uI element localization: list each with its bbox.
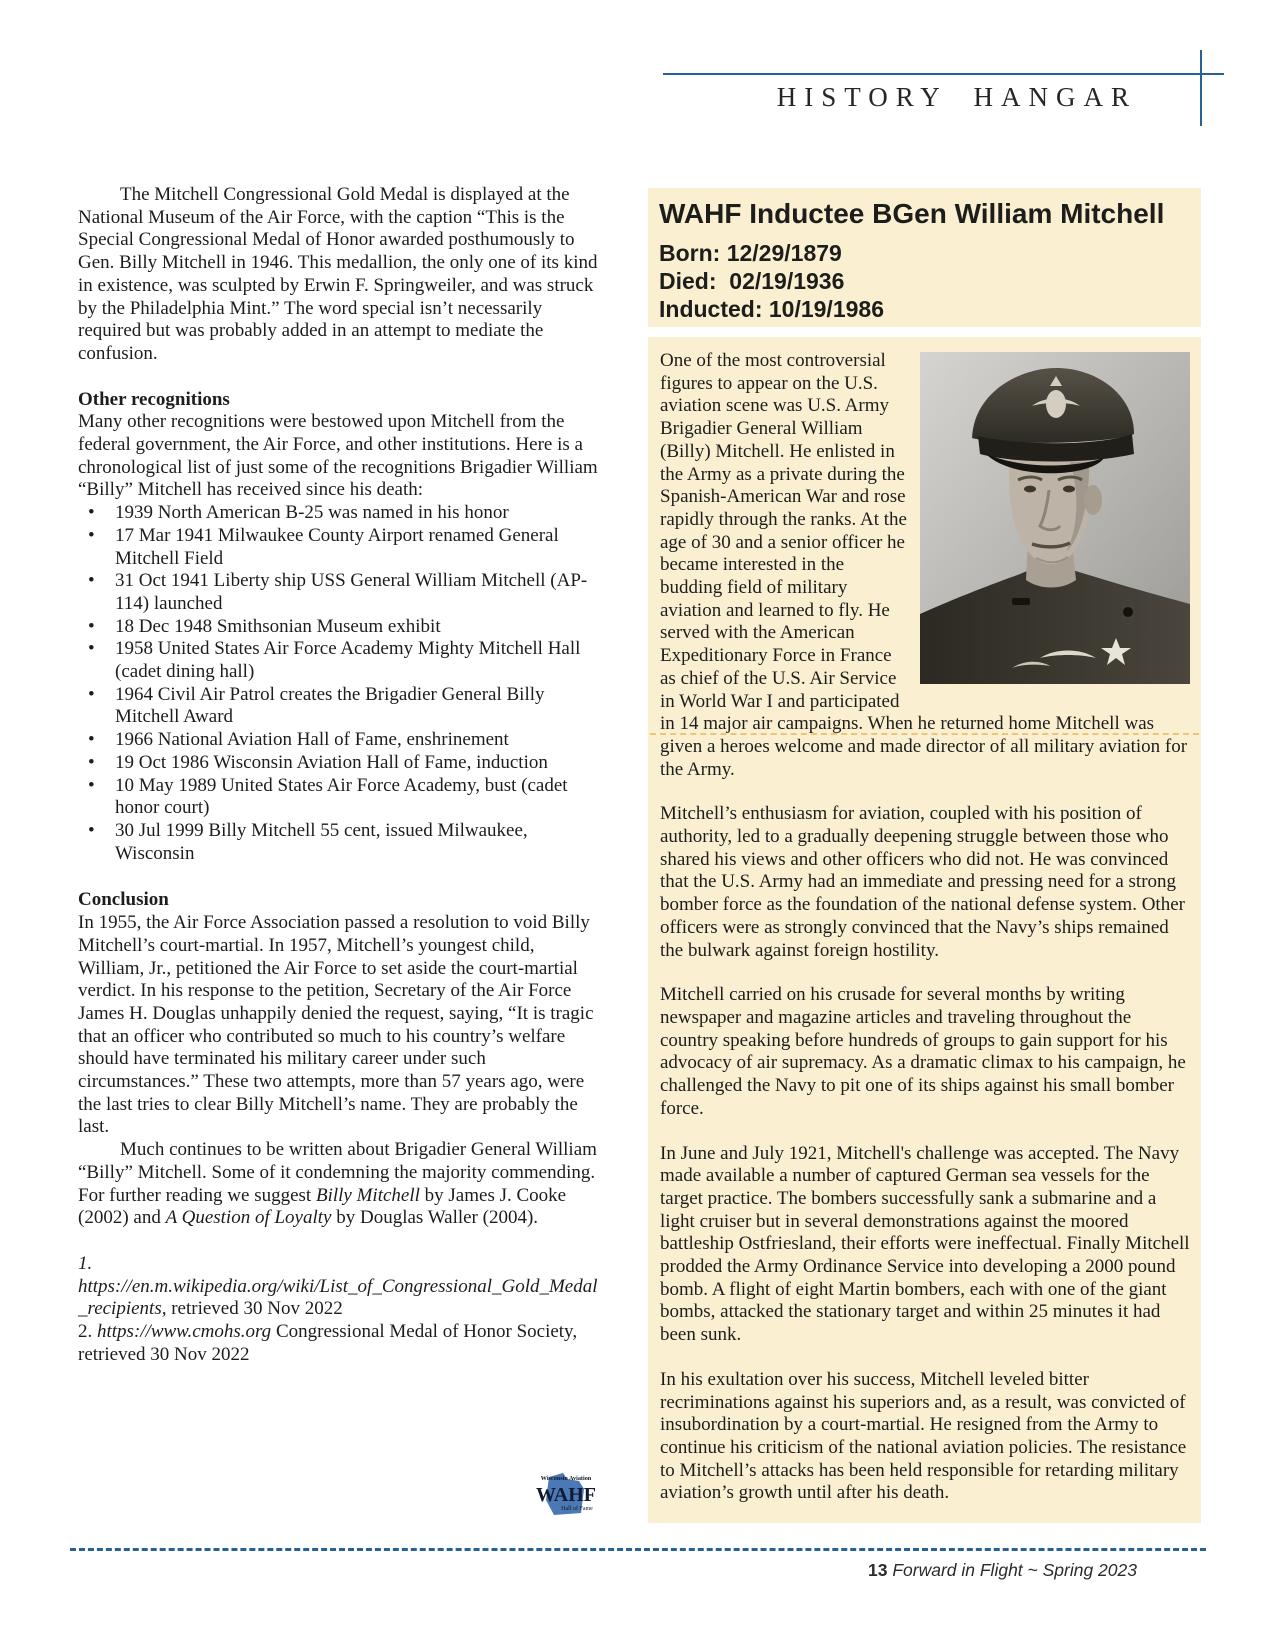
textbox-divider	[650, 733, 1199, 735]
wahf-logo	[534, 1470, 598, 1520]
eye-left	[1024, 486, 1036, 493]
header-vertical-rule	[1200, 50, 1202, 126]
footnote-1: 1. https://en.m.wikipedia.org/wiki/List_of_Congressional_Gold_Medal_recipients, retrieved 30 Nov 2022	[78, 1252, 598, 1320]
recognitions-heading: Other recognitions	[78, 388, 230, 410]
inductee-vitals	[659, 239, 1191, 323]
bio-paragraph-4: In June and July 1921, Mitchell's challenge was accepted. The Navy made available a number of captured German sea vessels for the target practice. The bombers successfully sank a submarine and a light cruiser but in several demonstrations against the moored battleship Ostfriesland, their efforts were ineffectual. Finally Mitchell prodded the Army Ordinance Service into developing a 2000 pound bomb. A flight of eight Martin bombers, each with one of the giant bombs, attacked the stationary target and within 25 minutes it had been sunk.	[660, 1142, 1190, 1346]
footnotes	[78, 1253, 605, 1367]
left-column	[78, 184, 605, 1366]
bio-paragraph-3: Mitchell carried on his crusade for several months by writing newspaper and magazine articles and traveling throughout the country speaking before hundreds of groups to gain support for his advocacy of air supremacy. As a dramatic climax to his campaign, he challenged the Navy to pit one of its ships against his small bomber force.	[660, 984, 1186, 1119]
born-line: Born: 12/29/1879	[659, 240, 842, 266]
list-item: • 1958 United States Air Force Academy Mighty Mitchell Hall (cadet dining hall)	[78, 638, 605, 683]
eye-right	[1063, 486, 1075, 493]
ear	[1084, 485, 1102, 515]
footnote-2: 2. https://www.cmohs.org Congressional Medal of Honor Society, retrieved 30 Nov 2022	[78, 1321, 578, 1365]
portrait-photo	[920, 352, 1190, 684]
list-item: • 1964 Civil Air Patrol creates the Brigadier General Billy Mitchell Award	[78, 684, 605, 729]
further-reading-paragraph: Much continues to be written about Brigadier General William “Billy” Mitchell. Some of it condemning the majority commending. For further reading we suggest Billy Mitchell by James J. Cooke (2002) and A Question of Loyalty by Douglas Waller (2004).	[78, 1139, 597, 1229]
header-rule	[663, 73, 1224, 75]
list-item: • 1939 North American B-25 was named in his honor	[78, 502, 605, 525]
inductee-title-box	[648, 188, 1201, 327]
list-item: • 31 Oct 1941 Liberty ship USS General William Mitchell (AP-114) launched	[78, 570, 605, 615]
inducted-line: Inducted: 10/19/1986	[659, 296, 884, 322]
conclusion-heading: Conclusion	[78, 889, 169, 911]
bio-paragraph-1: One of the most controversial figures to appear on the U.S. aviation scene was U.S. Army Brigadier General William (Billy) Mitchell. He enlisted in the Army as a private during the Spanish-American War and rose rapidly through the ranks. At the age of 30 and a senior officer he became interested in the budding field of military aviation and learned to fly. He served with the American Expeditionary Force in France as chief of the U.S. Air Service in World War I and participated in 14 major air campaigns. When he returned home Mitchell was given a heroes welcome and made director of all military aviation for the Army.	[660, 350, 1188, 780]
list-item: • 17 Mar 1941 Milwaukee County Airport renamed General Mitchell Field	[78, 525, 605, 570]
collar-button	[1123, 607, 1133, 617]
footer-dashed-rule	[70, 1548, 1206, 1551]
recognitions-list	[78, 502, 605, 865]
list-item: • 19 Oct 1986 Wisconsin Aviation Hall of Fame, induction	[78, 752, 605, 775]
conclusion-paragraph: In 1955, the Air Force Association passed a resolution to void Billy Mitchell’s court-martial. In 1957, Mitchell’s youngest child, William, Jr., petitioned the Air Force to set aside the court-martial verdict. In his response to the petition, Secretary of the Air Force James H. Douglas unhappily denied the request, saying, “It is tragic that an officer who contributed so much to his country’s welfare should have terminated his military career under such circumstances.” These two attempts, more than 57 years ago, were the last tries to clear Billy Mitchell’s name. They are probably the last.	[78, 912, 594, 1138]
logo-bottom-text: Hall of Fame	[561, 1506, 593, 1512]
bio-paragraph-2: Mitchell’s enthusiasm for aviation, coupled with his position of authority, led to a gradually deepening struggle between those who shared his views and other officers who did not. He was convinced that the U.S. Army had an immediate and pressing need for a strong bomber force as the foundation of the national defense system. Other officers were as strongly convinced that the Navy’s ships remained the bulwark against foreign hostility.	[660, 803, 1185, 961]
list-item: • 30 Jul 1999 Billy Mitchell 55 cent, issued Milwaukee, Wisconsin	[78, 820, 605, 865]
logo-main-text: WAHF	[536, 1484, 596, 1506]
inductee-title: WAHF Inductee BGen William Mitchell	[659, 198, 1165, 229]
collar-bar	[1012, 598, 1030, 605]
list-item: • 10 May 1989 United States Air Force Academy, bust (cadet honor court)	[78, 775, 605, 820]
list-item: • 18 Dec 1948 Smithsonian Museum exhibit	[78, 616, 605, 639]
footer-page-info: 13 Forward in Flight ~ Spring 2023	[868, 1560, 1137, 1580]
bio-paragraph-5: In his exultation over his success, Mitchell leveled bitter recriminations against his superiors and, as a result, was convicted of insubordination by a court-martial. He resigned from the Army to continue his criticism of the national aviation policies. The resistance to Mitchell’s attacks has been held responsible for retarding military aviation’s growth until after his death.	[660, 1368, 1187, 1504]
recognitions-intro: Many other recognitions were bestowed upon Mitchell from the federal government, the Air Force, and other institutions. Here is a chronological list of just some of the recognitions Brigadier William “Billy” Mitchell has received since his death:	[78, 411, 598, 501]
died-line: Died: 02/19/1936	[659, 268, 845, 294]
section-title: HISTORY HANGAR	[776, 82, 1137, 112]
list-item: • 1966 National Aviation Hall of Fame, enshrinement	[78, 729, 605, 752]
logo-top-text: Wisconsin Aviation	[540, 1475, 592, 1482]
inductee-body-box	[648, 337, 1201, 1523]
intro-paragraph: The Mitchell Congressional Gold Medal is displayed at the National Museum of the Air Force, with the caption “This is the Special Congressional Medal of Honor awarded posthumously to Gen. Billy Mitchell in 1946. This medallion, the only one of its kind in existence, was sculpted by Erwin F. Springweiler, and was struck by the Philadelphia Mint.” The word special isn’t necessarily required but was probably added in an attempt to mediate the confusion.	[78, 184, 598, 364]
